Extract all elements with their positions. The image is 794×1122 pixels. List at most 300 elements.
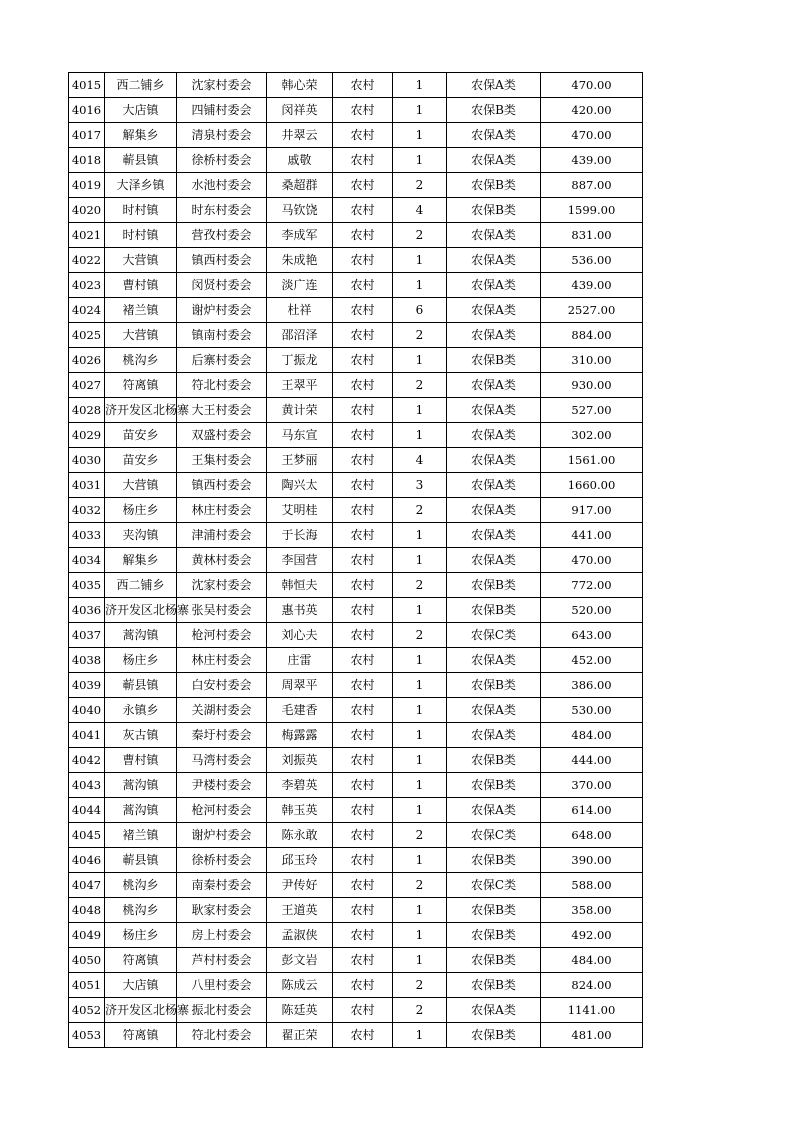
household-count-cell: 1 <box>393 273 447 298</box>
name-cell: 朱成艳 <box>267 248 333 273</box>
amount-cell: 1660.00 <box>541 473 643 498</box>
village-cell: 镇西村委会 <box>177 248 267 273</box>
insurance-category-cell: 农保A类 <box>447 373 541 398</box>
table-row <box>69 948 643 973</box>
area-type-cell: 农村 <box>333 973 393 998</box>
household-count-cell: 1 <box>393 723 447 748</box>
table-row <box>69 698 643 723</box>
town-cell: 蕲县镇 <box>105 148 177 173</box>
household-count-cell: 1 <box>393 73 447 98</box>
household-count-cell: 1 <box>393 398 447 423</box>
area-type-cell: 农村 <box>333 573 393 598</box>
table-row <box>69 723 643 748</box>
amount-cell: 527.00 <box>541 398 643 423</box>
village-cell: 四铺村委会 <box>177 98 267 123</box>
town-cell: 蒿沟镇 <box>105 798 177 823</box>
amount-cell: 310.00 <box>541 348 643 373</box>
insurance-category-cell: 农保A类 <box>447 648 541 673</box>
insurance-category-cell: 农保A类 <box>447 298 541 323</box>
village-cell: 马湾村委会 <box>177 748 267 773</box>
name-cell: 邱玉玲 <box>267 848 333 873</box>
table-row <box>69 623 643 648</box>
town-cell: 永镇乡 <box>105 698 177 723</box>
insurance-category-cell: 农保A类 <box>447 998 541 1023</box>
area-type-cell: 农村 <box>333 673 393 698</box>
insurance-category-cell: 农保B类 <box>447 773 541 798</box>
village-cell: 枪河村委会 <box>177 623 267 648</box>
village-cell: 张吴村委会 <box>177 598 267 623</box>
name-cell: 陈廷英 <box>267 998 333 1023</box>
area-type-cell: 农村 <box>333 698 393 723</box>
area-type-cell: 农村 <box>333 723 393 748</box>
town-cell: 时村镇 <box>105 223 177 248</box>
town-cell: 蒿沟镇 <box>105 623 177 648</box>
town-cell: 蒿沟镇 <box>105 773 177 798</box>
insurance-category-cell: 农保A类 <box>447 723 541 748</box>
household-count-cell: 4 <box>393 198 447 223</box>
table-row <box>69 798 643 823</box>
household-count-cell: 2 <box>393 323 447 348</box>
household-count-cell: 1 <box>393 523 447 548</box>
insurance-category-cell: 农保B类 <box>447 98 541 123</box>
household-count-cell: 1 <box>393 98 447 123</box>
village-cell: 黄林村委会 <box>177 548 267 573</box>
row-number-cell: 4044 <box>69 798 105 823</box>
area-type-cell: 农村 <box>333 273 393 298</box>
row-number-cell: 4036 <box>69 598 105 623</box>
amount-cell: 470.00 <box>541 123 643 148</box>
row-number-cell: 4015 <box>69 73 105 98</box>
name-cell: 孟淑侠 <box>267 923 333 948</box>
name-cell: 丁振龙 <box>267 348 333 373</box>
name-cell: 井翠云 <box>267 123 333 148</box>
table-row <box>69 998 643 1023</box>
name-cell: 于长海 <box>267 523 333 548</box>
town-cell: 桃沟乡 <box>105 348 177 373</box>
insurance-category-cell: 农保B类 <box>447 173 541 198</box>
name-cell: 韩玉英 <box>267 798 333 823</box>
insurance-category-cell: 农保B类 <box>447 923 541 948</box>
village-cell: 津浦村委会 <box>177 523 267 548</box>
household-count-cell: 2 <box>393 373 447 398</box>
household-count-cell: 1 <box>393 923 447 948</box>
name-cell: 王梦丽 <box>267 448 333 473</box>
village-cell: 枪河村委会 <box>177 798 267 823</box>
table-row <box>69 648 643 673</box>
village-cell: 谢炉村委会 <box>177 298 267 323</box>
town-cell: 灰古镇 <box>105 723 177 748</box>
area-type-cell: 农村 <box>333 773 393 798</box>
amount-cell: 452.00 <box>541 648 643 673</box>
area-type-cell: 农村 <box>333 623 393 648</box>
amount-cell: 588.00 <box>541 873 643 898</box>
town-cell: 符离镇 <box>105 373 177 398</box>
table-row <box>69 573 643 598</box>
amount-cell: 481.00 <box>541 1023 643 1048</box>
village-cell: 闵贤村委会 <box>177 273 267 298</box>
row-number-cell: 4052 <box>69 998 105 1023</box>
insurance-category-cell: 农保C类 <box>447 623 541 648</box>
amount-cell: 884.00 <box>541 323 643 348</box>
amount-cell: 470.00 <box>541 73 643 98</box>
name-cell: 邵沼泽 <box>267 323 333 348</box>
town-cell: 大营镇 <box>105 473 177 498</box>
area-type-cell: 农村 <box>333 523 393 548</box>
household-count-cell: 1 <box>393 348 447 373</box>
table-row <box>69 898 643 923</box>
area-type-cell: 农村 <box>333 798 393 823</box>
name-cell: 韩恒夫 <box>267 573 333 598</box>
village-cell: 符北村委会 <box>177 1023 267 1048</box>
name-cell: 毛建香 <box>267 698 333 723</box>
household-count-cell: 2 <box>393 998 447 1023</box>
row-number-cell: 4023 <box>69 273 105 298</box>
amount-cell: 439.00 <box>541 148 643 173</box>
row-number-cell: 4017 <box>69 123 105 148</box>
household-count-cell: 2 <box>393 498 447 523</box>
town-cell: 夹沟镇 <box>105 523 177 548</box>
table-row <box>69 748 643 773</box>
row-number-cell: 4043 <box>69 773 105 798</box>
household-count-cell: 3 <box>393 473 447 498</box>
table-row <box>69 98 643 123</box>
name-cell: 桑超群 <box>267 173 333 198</box>
amount-cell: 614.00 <box>541 798 643 823</box>
amount-cell: 824.00 <box>541 973 643 998</box>
area-type-cell: 农村 <box>333 173 393 198</box>
insurance-category-cell: 农保B类 <box>447 898 541 923</box>
insurance-category-cell: 农保A类 <box>447 523 541 548</box>
village-cell: 房上村委会 <box>177 923 267 948</box>
household-count-cell: 1 <box>393 423 447 448</box>
amount-cell: 887.00 <box>541 173 643 198</box>
town-cell: 符离镇 <box>105 948 177 973</box>
name-cell: 尹传好 <box>267 873 333 898</box>
village-cell: 徐桥村委会 <box>177 148 267 173</box>
amount-cell: 1561.00 <box>541 448 643 473</box>
table-row <box>69 1023 643 1048</box>
area-type-cell: 农村 <box>333 98 393 123</box>
village-cell: 林庄村委会 <box>177 648 267 673</box>
town-cell: 褚兰镇 <box>105 823 177 848</box>
table-row <box>69 248 643 273</box>
row-number-cell: 4038 <box>69 648 105 673</box>
name-cell: 周翠平 <box>267 673 333 698</box>
area-type-cell: 农村 <box>333 748 393 773</box>
table-body <box>69 73 643 1048</box>
town-cell: 时村镇 <box>105 198 177 223</box>
name-cell: 刘心夫 <box>267 623 333 648</box>
insurance-category-cell: 农保B类 <box>447 748 541 773</box>
row-number-cell: 4045 <box>69 823 105 848</box>
amount-cell: 370.00 <box>541 773 643 798</box>
insurance-category-cell: 农保A类 <box>447 473 541 498</box>
area-type-cell: 农村 <box>333 373 393 398</box>
area-type-cell: 农村 <box>333 73 393 98</box>
name-cell: 李成军 <box>267 223 333 248</box>
area-type-cell: 农村 <box>333 298 393 323</box>
village-cell: 振北村委会 <box>177 998 267 1023</box>
area-type-cell: 农村 <box>333 1023 393 1048</box>
insurance-category-cell: 农保A类 <box>447 148 541 173</box>
amount-cell: 530.00 <box>541 698 643 723</box>
amount-cell: 536.00 <box>541 248 643 273</box>
town-cell: 大营镇 <box>105 248 177 273</box>
amount-cell: 484.00 <box>541 948 643 973</box>
row-number-cell: 4048 <box>69 898 105 923</box>
table-row <box>69 873 643 898</box>
table-row <box>69 348 643 373</box>
village-cell: 南秦村委会 <box>177 873 267 898</box>
amount-cell: 917.00 <box>541 498 643 523</box>
area-type-cell: 农村 <box>333 898 393 923</box>
table-row <box>69 373 643 398</box>
name-cell: 李国营 <box>267 548 333 573</box>
name-cell: 黄计荣 <box>267 398 333 423</box>
town-cell: 桃沟乡 <box>105 898 177 923</box>
amount-cell: 1141.00 <box>541 998 643 1023</box>
household-count-cell: 1 <box>393 698 447 723</box>
insurance-category-cell: 农保B类 <box>447 598 541 623</box>
area-type-cell: 农村 <box>333 648 393 673</box>
village-cell: 镇南村委会 <box>177 323 267 348</box>
name-cell: 陈永敢 <box>267 823 333 848</box>
amount-cell: 441.00 <box>541 523 643 548</box>
row-number-cell: 4018 <box>69 148 105 173</box>
row-number-cell: 4037 <box>69 623 105 648</box>
town-cell: 杨庄乡 <box>105 498 177 523</box>
row-number-cell: 4047 <box>69 873 105 898</box>
amount-cell: 520.00 <box>541 598 643 623</box>
area-type-cell: 农村 <box>333 598 393 623</box>
village-cell: 后寨村委会 <box>177 348 267 373</box>
village-cell: 时东村委会 <box>177 198 267 223</box>
town-cell: 曹村镇 <box>105 273 177 298</box>
village-cell: 王集村委会 <box>177 448 267 473</box>
name-cell: 彭文岩 <box>267 948 333 973</box>
household-count-cell: 1 <box>393 948 447 973</box>
household-count-cell: 1 <box>393 598 447 623</box>
table-row <box>69 198 643 223</box>
name-cell: 艾明桂 <box>267 498 333 523</box>
town-cell: 济开发区北杨寨 <box>105 998 177 1023</box>
village-cell: 双盛村委会 <box>177 423 267 448</box>
insurance-category-cell: 农保A类 <box>447 248 541 273</box>
row-number-cell: 4040 <box>69 698 105 723</box>
household-count-cell: 2 <box>393 823 447 848</box>
town-cell: 大营镇 <box>105 323 177 348</box>
insurance-category-cell: 农保C类 <box>447 823 541 848</box>
row-number-cell: 4033 <box>69 523 105 548</box>
household-count-cell: 1 <box>393 798 447 823</box>
insurance-category-cell: 农保A类 <box>447 223 541 248</box>
insurance-category-cell: 农保A类 <box>447 698 541 723</box>
name-cell: 翟正荣 <box>267 1023 333 1048</box>
amount-cell: 648.00 <box>541 823 643 848</box>
name-cell: 陶兴太 <box>267 473 333 498</box>
area-type-cell: 农村 <box>333 823 393 848</box>
insurance-category-cell: 农保C类 <box>447 873 541 898</box>
insurance-category-cell: 农保B类 <box>447 573 541 598</box>
household-count-cell: 1 <box>393 748 447 773</box>
village-cell: 大王村委会 <box>177 398 267 423</box>
area-type-cell: 农村 <box>333 448 393 473</box>
household-count-cell: 2 <box>393 573 447 598</box>
village-cell: 清泉村委会 <box>177 123 267 148</box>
village-cell: 符北村委会 <box>177 373 267 398</box>
amount-cell: 444.00 <box>541 748 643 773</box>
household-count-cell: 1 <box>393 648 447 673</box>
town-cell: 大店镇 <box>105 973 177 998</box>
row-number-cell: 4053 <box>69 1023 105 1048</box>
amount-cell: 302.00 <box>541 423 643 448</box>
row-number-cell: 4021 <box>69 223 105 248</box>
area-type-cell: 农村 <box>333 923 393 948</box>
household-count-cell: 1 <box>393 548 447 573</box>
household-count-cell: 2 <box>393 973 447 998</box>
name-cell: 杜祥 <box>267 298 333 323</box>
amount-cell: 386.00 <box>541 673 643 698</box>
row-number-cell: 4019 <box>69 173 105 198</box>
village-cell: 林庄村委会 <box>177 498 267 523</box>
name-cell: 惠书英 <box>267 598 333 623</box>
village-cell: 沈家村委会 <box>177 573 267 598</box>
town-cell: 解集乡 <box>105 548 177 573</box>
area-type-cell: 农村 <box>333 148 393 173</box>
area-type-cell: 农村 <box>333 248 393 273</box>
insurance-category-cell: 农保A类 <box>447 498 541 523</box>
row-number-cell: 4025 <box>69 323 105 348</box>
table-row <box>69 498 643 523</box>
insurance-category-cell: 农保A类 <box>447 798 541 823</box>
village-cell: 谢炉村委会 <box>177 823 267 848</box>
village-cell: 水池村委会 <box>177 173 267 198</box>
row-number-cell: 4039 <box>69 673 105 698</box>
area-type-cell: 农村 <box>333 423 393 448</box>
name-cell: 梅露露 <box>267 723 333 748</box>
town-cell: 大店镇 <box>105 98 177 123</box>
row-number-cell: 4051 <box>69 973 105 998</box>
area-type-cell: 农村 <box>333 123 393 148</box>
household-count-cell: 1 <box>393 248 447 273</box>
table-row <box>69 823 643 848</box>
town-cell: 符离镇 <box>105 1023 177 1048</box>
household-count-cell: 1 <box>393 848 447 873</box>
table-row <box>69 323 643 348</box>
insurance-category-cell: 农保B类 <box>447 848 541 873</box>
household-count-cell: 1 <box>393 673 447 698</box>
amount-cell: 930.00 <box>541 373 643 398</box>
insurance-category-cell: 农保A类 <box>447 273 541 298</box>
row-number-cell: 4050 <box>69 948 105 973</box>
area-type-cell: 农村 <box>333 998 393 1023</box>
village-cell: 徐桥村委会 <box>177 848 267 873</box>
amount-cell: 470.00 <box>541 548 643 573</box>
amount-cell: 420.00 <box>541 98 643 123</box>
amount-cell: 2527.00 <box>541 298 643 323</box>
amount-cell: 831.00 <box>541 223 643 248</box>
table-row <box>69 148 643 173</box>
row-number-cell: 4016 <box>69 98 105 123</box>
amount-cell: 772.00 <box>541 573 643 598</box>
table-row <box>69 298 643 323</box>
village-cell: 营孜村委会 <box>177 223 267 248</box>
table-row <box>69 423 643 448</box>
row-number-cell: 4034 <box>69 548 105 573</box>
household-count-cell: 1 <box>393 773 447 798</box>
insurance-category-cell: 农保A类 <box>447 423 541 448</box>
insurance-category-cell: 农保A类 <box>447 123 541 148</box>
name-cell: 马钦饶 <box>267 198 333 223</box>
village-cell: 白安村委会 <box>177 673 267 698</box>
town-cell: 杨庄乡 <box>105 648 177 673</box>
insurance-category-cell: 农保B类 <box>447 1023 541 1048</box>
area-type-cell: 农村 <box>333 548 393 573</box>
town-cell: 大泽乡镇 <box>105 173 177 198</box>
town-cell: 杨庄乡 <box>105 923 177 948</box>
village-cell: 八里村委会 <box>177 973 267 998</box>
amount-cell: 492.00 <box>541 923 643 948</box>
area-type-cell: 农村 <box>333 348 393 373</box>
area-type-cell: 农村 <box>333 323 393 348</box>
row-number-cell: 4024 <box>69 298 105 323</box>
village-cell: 关湖村委会 <box>177 698 267 723</box>
table-row <box>69 673 643 698</box>
town-cell: 苗安乡 <box>105 423 177 448</box>
name-cell: 闵祥英 <box>267 98 333 123</box>
area-type-cell: 农村 <box>333 398 393 423</box>
name-cell: 王翠平 <box>267 373 333 398</box>
table-row <box>69 473 643 498</box>
table-row <box>69 773 643 798</box>
insurance-category-cell: 农保A类 <box>447 548 541 573</box>
town-cell: 蕲县镇 <box>105 848 177 873</box>
household-count-cell: 2 <box>393 223 447 248</box>
household-count-cell: 6 <box>393 298 447 323</box>
name-cell: 戚敬 <box>267 148 333 173</box>
table-row <box>69 598 643 623</box>
insurance-category-cell: 农保B类 <box>447 673 541 698</box>
household-count-cell: 4 <box>393 448 447 473</box>
amount-cell: 439.00 <box>541 273 643 298</box>
row-number-cell: 4046 <box>69 848 105 873</box>
row-number-cell: 4031 <box>69 473 105 498</box>
area-type-cell: 农村 <box>333 498 393 523</box>
town-cell: 桃沟乡 <box>105 873 177 898</box>
row-number-cell: 4032 <box>69 498 105 523</box>
insurance-category-cell: 农保B类 <box>447 948 541 973</box>
village-cell: 耿家村委会 <box>177 898 267 923</box>
name-cell: 韩心荣 <box>267 73 333 98</box>
insurance-category-cell: 农保B类 <box>447 973 541 998</box>
row-number-cell: 4030 <box>69 448 105 473</box>
village-cell: 尹楼村委会 <box>177 773 267 798</box>
insurance-category-cell: 农保B类 <box>447 348 541 373</box>
household-count-cell: 2 <box>393 873 447 898</box>
row-number-cell: 4049 <box>69 923 105 948</box>
town-cell: 西二铺乡 <box>105 573 177 598</box>
table-row <box>69 973 643 998</box>
town-cell: 济开发区北杨寨 <box>105 598 177 623</box>
town-cell: 济开发区北杨寨 <box>105 398 177 423</box>
town-cell: 蕲县镇 <box>105 673 177 698</box>
village-cell: 镇西村委会 <box>177 473 267 498</box>
records-table <box>68 72 643 1048</box>
area-type-cell: 农村 <box>333 473 393 498</box>
town-cell: 西二铺乡 <box>105 73 177 98</box>
table-row <box>69 223 643 248</box>
area-type-cell: 农村 <box>333 948 393 973</box>
